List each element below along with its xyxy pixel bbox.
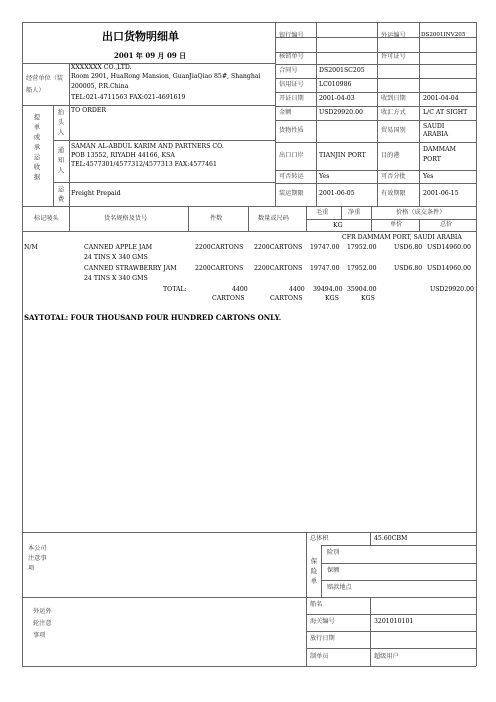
partial-label: 可否分批	[381, 173, 406, 180]
ext-no-label: 外运编号	[381, 32, 406, 39]
ship-date-label: 装运期限	[279, 190, 304, 197]
ext-no-value: DS2001INV205	[421, 32, 466, 38]
destination-line-1: DAMMAM	[423, 146, 456, 153]
divider	[53, 105, 54, 206]
trade-country-line-2: ARABIA	[423, 131, 449, 138]
divider	[306, 631, 476, 632]
shipping-notes-label: 外运外轮注意事项	[33, 608, 52, 639]
divider	[371, 206, 372, 231]
pay-method-value: L/C AT SIGHT	[423, 109, 468, 116]
divider	[188, 206, 189, 231]
col-unit-price: 单价	[390, 221, 403, 228]
volume-label: 总体积	[310, 535, 329, 542]
risk-label: 险别	[327, 549, 340, 556]
total-qty2: 4400	[289, 286, 305, 293]
col-price: 价格（成交条件）	[396, 209, 446, 216]
divider	[419, 219, 420, 231]
customs-no-value: 3201010101	[374, 618, 414, 625]
divider	[306, 532, 307, 666]
transship-value: Yes	[319, 173, 330, 180]
destination-line-2: PORT	[423, 156, 441, 163]
open-date-label: 开证日期	[279, 95, 304, 102]
amount-label: 金额	[279, 109, 292, 116]
recv-date-label: 收到日期	[381, 95, 406, 102]
total-gross-unit: KGS	[325, 295, 339, 302]
open-date-value: 2001-04-03	[319, 95, 355, 102]
volume-value: 45.60CBM	[374, 535, 408, 542]
contract-label: 合同号	[279, 67, 298, 74]
bill-of-lading-label: 提单或承运收据	[33, 113, 41, 181]
divider	[69, 206, 70, 231]
goods-row-2-name: CANNED STRAWBERRY JAM	[84, 265, 177, 272]
goods-row-2-qty2: 2200CARTONS	[254, 265, 303, 272]
notify-line-2: POB 13552, RIYADH 44166, KSA	[71, 152, 175, 159]
divider	[275, 78, 476, 79]
cancel-no-label: 核销单号	[279, 53, 304, 60]
divider	[22, 63, 275, 64]
goods-nature-label: 货物性质	[279, 127, 304, 134]
goods-row-1-qty: 2200CARTONS	[195, 244, 244, 251]
divider	[275, 120, 476, 121]
page-title: 出口货物明细单	[102, 30, 179, 43]
col-gross: 毛重	[316, 209, 329, 216]
table-border-left	[22, 22, 23, 666]
col-net: 净重	[348, 209, 361, 216]
customs-no-label: 海关编号	[310, 618, 335, 625]
divider	[275, 183, 476, 184]
divider	[275, 52, 476, 53]
table-border-right	[476, 22, 477, 666]
consignee-value: TO ORDER	[71, 107, 107, 114]
divider	[22, 231, 476, 232]
goods-row-2-gross: 19747.00	[310, 265, 340, 272]
table-border-bottom	[22, 666, 476, 667]
total-label: TOTAL:	[163, 286, 187, 293]
contract-value: DS2001SC205	[319, 67, 365, 74]
export-port-value: TIANJIN PORT	[319, 152, 366, 159]
trade-country-line-1: SAUDI	[423, 123, 445, 130]
exporter-name: XXXXXXX CO.,LTD.	[71, 64, 132, 71]
transship-label: 可否转运	[279, 173, 304, 180]
divider	[316, 22, 317, 206]
divider	[53, 140, 275, 141]
ship-date-value: 2001-06-05	[319, 190, 355, 197]
goods-row-2-unit-price: USD6.80	[394, 265, 423, 272]
total-net-unit: KGS	[361, 295, 375, 302]
col-total-price: 总价	[440, 221, 453, 228]
lc-value: LC010986	[319, 81, 352, 88]
goods-row-1-unit-price: USD6.80	[394, 244, 423, 251]
goods-row-1-total: USD14960.00	[427, 244, 471, 251]
divider	[275, 142, 476, 143]
divider	[419, 22, 420, 206]
goods-row-1-spec: 24 TINS X 340 GMS	[84, 254, 148, 261]
divider	[321, 563, 476, 564]
partial-value: Yes	[423, 173, 434, 180]
expiry-value: 2001-06-15	[423, 190, 459, 197]
goods-row-2-spec: 24 TINS X 340 GMS	[84, 275, 148, 282]
divider	[22, 597, 476, 598]
divider	[321, 580, 476, 581]
divider	[69, 105, 70, 206]
divider	[275, 170, 476, 171]
divider	[370, 597, 371, 666]
destination-label: 目的港	[381, 152, 400, 159]
goods-row-2-qty: 2200CARTONS	[195, 265, 244, 272]
freight-value: Freight Prepaid	[71, 190, 121, 197]
divider	[306, 219, 476, 220]
coverage-label: 保额	[327, 567, 340, 574]
table-border-top	[22, 22, 476, 23]
recv-date-value: 2001-04-04	[423, 95, 459, 102]
divider	[377, 22, 378, 206]
divider	[22, 105, 275, 106]
company-notes-label: 本公司注意事项	[28, 545, 47, 572]
col-quantity-measure: 数量或尺码	[258, 215, 289, 222]
divider	[341, 206, 342, 219]
exporter-tel: TEL:021-4711563 FAX:021-4691619	[71, 94, 186, 101]
consignee-label: 抬头人	[57, 108, 65, 136]
export-port-label: 出口口岸	[279, 152, 304, 159]
col-weight-unit: KG	[333, 222, 343, 229]
notify-line-3: TEL:4577301/4577312/4577313 FAX:4577461	[71, 161, 217, 168]
maker-value: 超级用户	[374, 653, 399, 660]
col-quantity: 件数	[210, 215, 223, 222]
divider	[22, 206, 476, 207]
col-description: 货名规格及货号	[104, 215, 148, 222]
amount-value: USD29920.00	[319, 109, 363, 116]
total-qty2-unit: CARTONS	[270, 295, 303, 302]
trade-country-label: 贸易国别	[381, 127, 406, 134]
divider	[275, 106, 476, 107]
total-qty-unit: CARTONS	[212, 295, 245, 302]
total-amount: USD29920.00	[430, 286, 474, 293]
exporter-address-1: Room 2901, HuaRong Mansion, GuanJiaQiao 85#, Shanghai	[71, 73, 261, 80]
divider	[69, 63, 70, 105]
lc-label: 信用证号	[279, 81, 304, 88]
say-total: SAYTOTAL: FOUR THOUSAND FOUR HUNDRED CARTONS ONLY.	[24, 313, 282, 322]
claim-place-label: 赔款地点	[327, 584, 352, 591]
divider	[22, 532, 476, 533]
insurance-label: 保险单	[310, 557, 318, 585]
exporter-address-2: 200005, P.R.China	[71, 83, 129, 90]
goods-row-1-qty2: 2200CARTONS	[254, 244, 303, 251]
divider	[321, 545, 322, 597]
goods-row-1-net: 17952.00	[347, 244, 377, 251]
divider	[275, 64, 476, 65]
divider	[306, 648, 476, 649]
divider	[306, 614, 476, 615]
release-date-label: 放行日期	[310, 635, 335, 642]
total-net: 35904.00	[347, 286, 377, 293]
goods-row-1-name: CANNED APPLE JAM	[84, 244, 153, 251]
total-qty: 4400	[232, 286, 248, 293]
goods-row-2-total: USD14960.00	[427, 265, 471, 272]
expiry-label: 有效期限	[381, 190, 406, 197]
divider	[275, 92, 476, 93]
notify-line-1: SAMAN AL-ABDUL KARIM AND PARTNERS CO.	[71, 143, 224, 150]
bank-no-label: 银行编号	[279, 32, 304, 39]
goods-row-1-gross: 19747.00	[310, 244, 340, 251]
maker-label: 制单员	[310, 653, 329, 660]
goods-row-2-net: 17952.00	[347, 265, 377, 272]
total-gross: 39494.00	[313, 286, 343, 293]
license-label: 许可证号	[381, 53, 406, 60]
divider	[248, 206, 249, 231]
divider	[306, 206, 307, 231]
divider	[53, 182, 275, 183]
divider	[370, 532, 371, 545]
col-marks: 标记唛头	[34, 215, 59, 222]
freight-label: 运费	[57, 185, 65, 203]
document-date: 2001 年 09 月 09 日	[114, 51, 187, 60]
divider	[275, 22, 276, 206]
divider	[321, 545, 476, 546]
vessel-label: 船名	[310, 601, 323, 608]
notify-label: 通知人	[57, 146, 65, 174]
pay-method-label: 收汇方式	[381, 109, 406, 116]
marks-value: N/M	[24, 244, 38, 251]
price-terms: CFR DAMMAM PORT, SAUDI ARABIA	[342, 234, 462, 241]
exporter-label: 经营单位（装船人）	[26, 75, 64, 94]
